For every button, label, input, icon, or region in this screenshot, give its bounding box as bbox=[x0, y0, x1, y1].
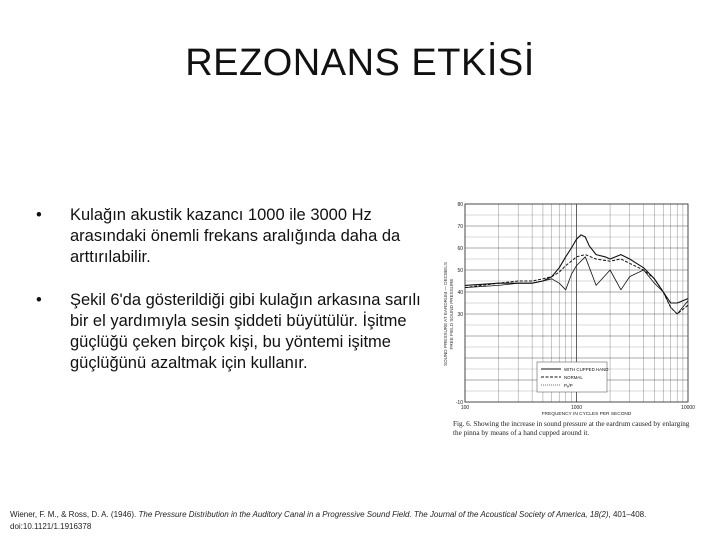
x-tick-label: 10000 bbox=[681, 405, 695, 411]
y-tick-label: 80 bbox=[457, 201, 463, 208]
y-tick-label: 60 bbox=[457, 245, 463, 252]
legend-label: NORMAL bbox=[564, 375, 583, 380]
y-tick-label: 70 bbox=[457, 223, 463, 230]
x-axis-label: FREQUENCY IN CYCLES PER SECOND bbox=[541, 412, 632, 417]
bullet-marker: • bbox=[36, 206, 42, 224]
legend-label: WITH CUPPED HAND bbox=[564, 367, 609, 372]
legend bbox=[537, 362, 608, 392]
citation bbox=[10, 509, 710, 533]
x-tick-labels bbox=[461, 405, 695, 411]
x-tick-label: 1000 bbox=[570, 405, 583, 411]
citation-journal: The Journal of the Acoustical Society of America, 18(2) bbox=[413, 510, 609, 519]
bullet-marker: • bbox=[36, 291, 42, 309]
figure-6 bbox=[433, 196, 695, 448]
bullet-item bbox=[36, 290, 426, 374]
slide-title: REZONANS ETKİSİ bbox=[185, 42, 535, 84]
citation-title: The Pressure Distribution in the Auditory Canal in a Progressive Sound Field. bbox=[138, 510, 412, 519]
y-tick-label: 50 bbox=[457, 267, 463, 274]
y-tick-label: -10 bbox=[455, 399, 463, 406]
bullet-list bbox=[36, 205, 426, 396]
citation-authors: Wiener, F. M., & Ross, D. A. (1946). bbox=[10, 510, 137, 519]
frequency-response-chart bbox=[433, 196, 695, 448]
legend-label: Pₑ/P bbox=[564, 383, 573, 388]
figure-caption: Fig. 6. Showing the increase in sound pressure at the eardrum caused by enlarging the pinna by means of a hand cupped around it. bbox=[453, 420, 690, 437]
figure-caption-wrap bbox=[445, 420, 693, 448]
bullet-text: Şekil 6'da gösterildiği gibi kulağın arkasına sarılı bir el yardımıyla sesin şiddeti büyütülür. İşitme güçlüğü çeken birçok kişi, bu yöntemi işitme güçlüğünü azaltmak için kullanır. bbox=[70, 291, 421, 372]
y-axis-label-secondary: FREE FIELD SOUND PRESSURE bbox=[449, 278, 454, 350]
bullet-text: Kulağın akustik kazancı 1000 ile 3000 Hz arasındaki önemli frekans aralığında daha da arttırılabilir. bbox=[70, 206, 401, 266]
x-tick-label: 100 bbox=[460, 405, 470, 411]
y-tick-label: 30 bbox=[457, 311, 463, 318]
y-tick-label: 40 bbox=[457, 289, 463, 296]
y-axis-label: SOUND PRESSURE AT EARDRUM — DECIBELS bbox=[443, 262, 448, 366]
bullet-item bbox=[36, 205, 426, 268]
y-tick-labels bbox=[456, 202, 463, 406]
citation-pages: , 401–408. doi:10.1121/1.1916378 bbox=[10, 510, 647, 531]
